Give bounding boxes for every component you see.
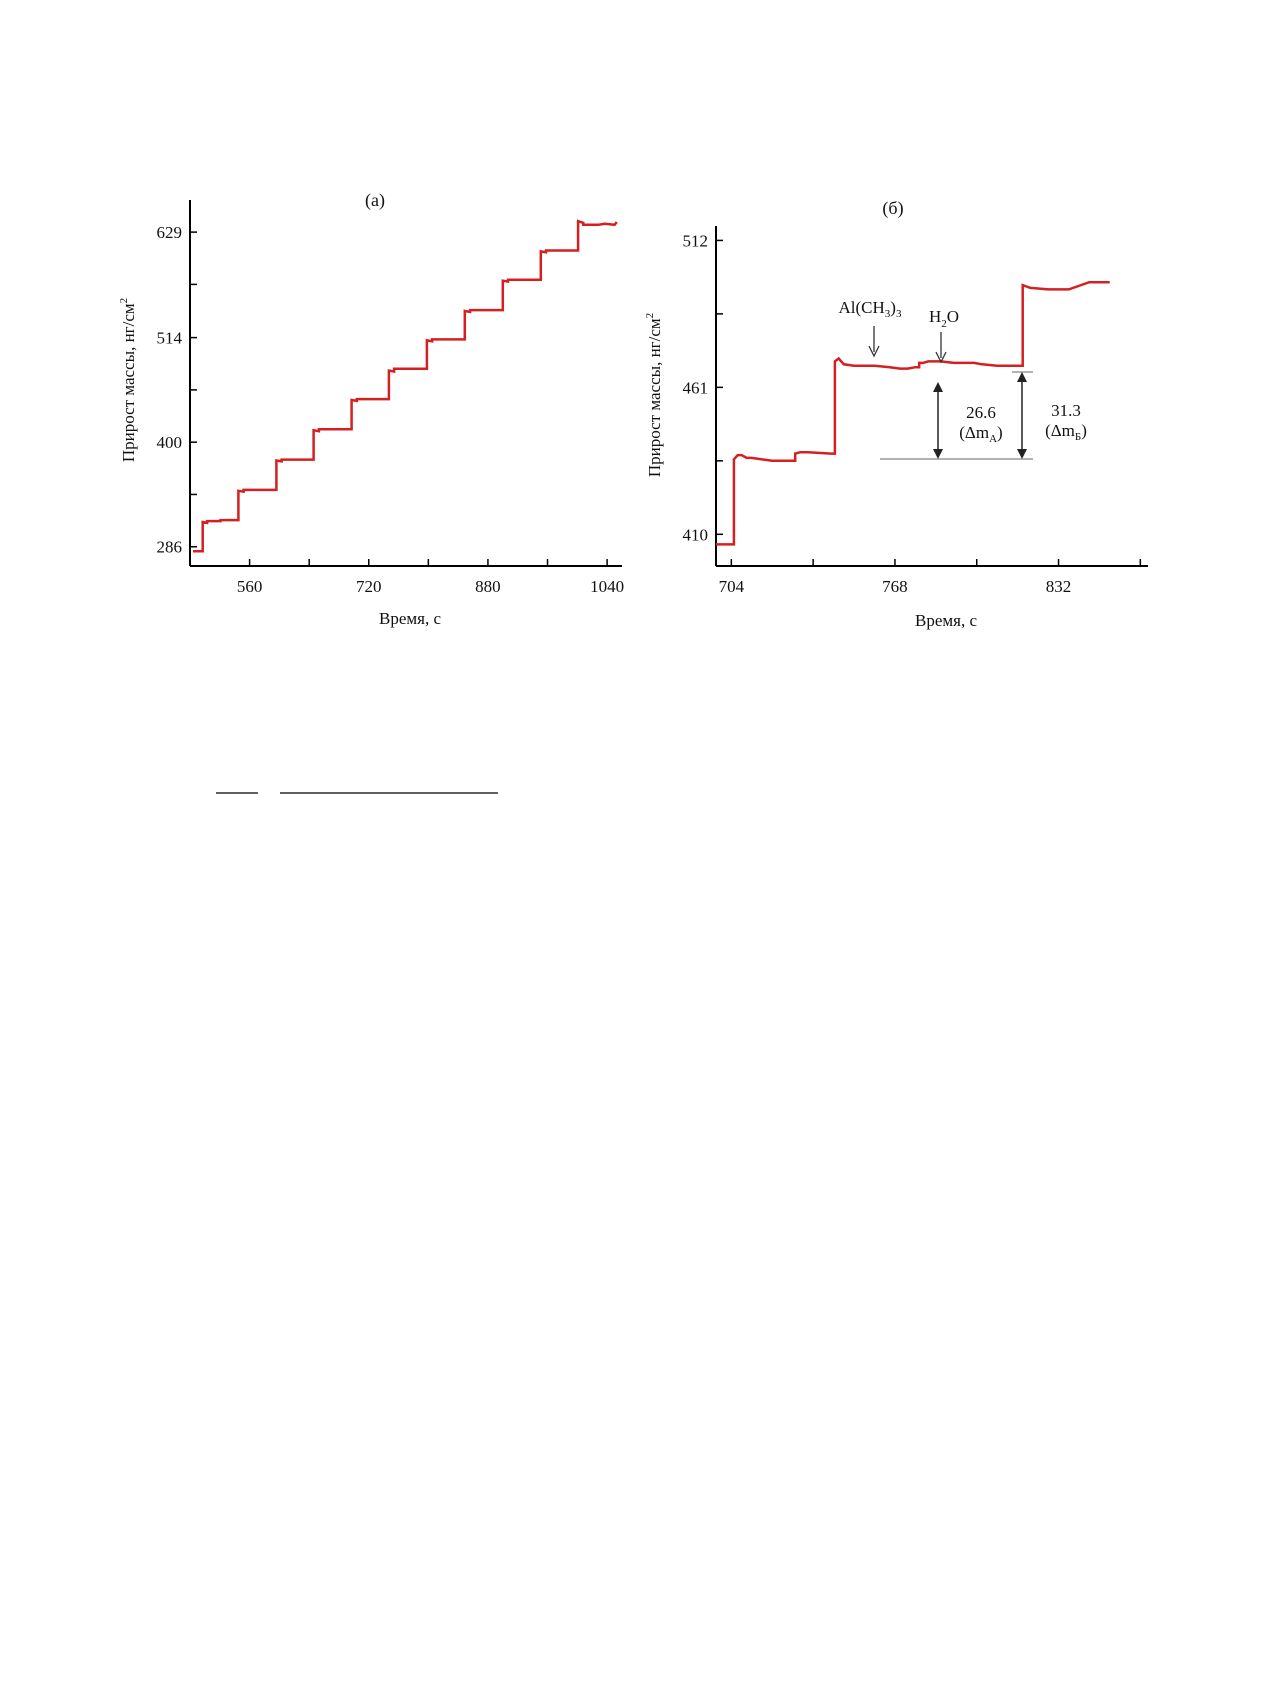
water-pointer-arrow bbox=[936, 332, 946, 362]
tma-pointer-arrow bbox=[869, 326, 879, 356]
panel-b-label: (б) bbox=[882, 198, 904, 218]
panel-b-x-axis-title: Время, с bbox=[914, 611, 978, 630]
panel-a-x-axis-title: Время, с bbox=[378, 609, 442, 628]
panel-a-y-axis-title: Прирост массы, $нг/см^2$ bbox=[118, 297, 138, 463]
dm-b-label: $(\Delta m_Б)$ bbox=[1045, 421, 1087, 443]
panel-a-y-tick-label: 629 bbox=[156, 223, 182, 243]
panel-a-x-tick-label: 560 bbox=[236, 577, 263, 596]
dm-a-double-arrow bbox=[933, 382, 943, 459]
chart-panel-a bbox=[118, 190, 624, 628]
panel-a-x-tick-label: 880 bbox=[475, 577, 501, 596]
dm-b-value: 31.3 bbox=[1051, 401, 1081, 420]
panel-b-y-axis-title: Прирост массы, $нг/см^2$ bbox=[644, 312, 664, 478]
dm-a-value: 26.6 bbox=[966, 403, 996, 422]
panel-a-y-tick-label: 400 bbox=[156, 433, 182, 453]
panel-b-y-tick-label: 512 bbox=[682, 231, 708, 251]
panel-b-x-tick-label: 768 bbox=[882, 577, 908, 596]
precursor-water-label: $H_2O$ bbox=[928, 307, 960, 330]
dm-a-label: $(\Delta m_А)$ bbox=[959, 423, 1003, 445]
panel-b-y-tick-label: 410 bbox=[682, 525, 708, 545]
precursor-tma-label: $Al(CH_3)_3$ bbox=[838, 298, 902, 320]
panel-a-y-tick-label: 286 bbox=[156, 537, 182, 557]
chart-panel-b bbox=[644, 198, 1148, 630]
panel-a-data-line bbox=[193, 221, 617, 551]
panel-b-x-tick-label: 832 bbox=[1045, 577, 1072, 596]
panel-b-annotations bbox=[839, 298, 1087, 459]
panel-a-x-tick-label: 720 bbox=[356, 577, 382, 596]
panel-b-y-tick-label: 461 bbox=[682, 378, 708, 398]
panel-a-y-tick-label: 514 bbox=[156, 328, 182, 348]
panel-a-x-tick-label: 1040 bbox=[590, 577, 625, 596]
panel-a-label: (а) bbox=[365, 190, 385, 210]
dm-b-double-arrow bbox=[1017, 372, 1027, 459]
panel-b-x-tick-label: 704 bbox=[718, 577, 745, 596]
